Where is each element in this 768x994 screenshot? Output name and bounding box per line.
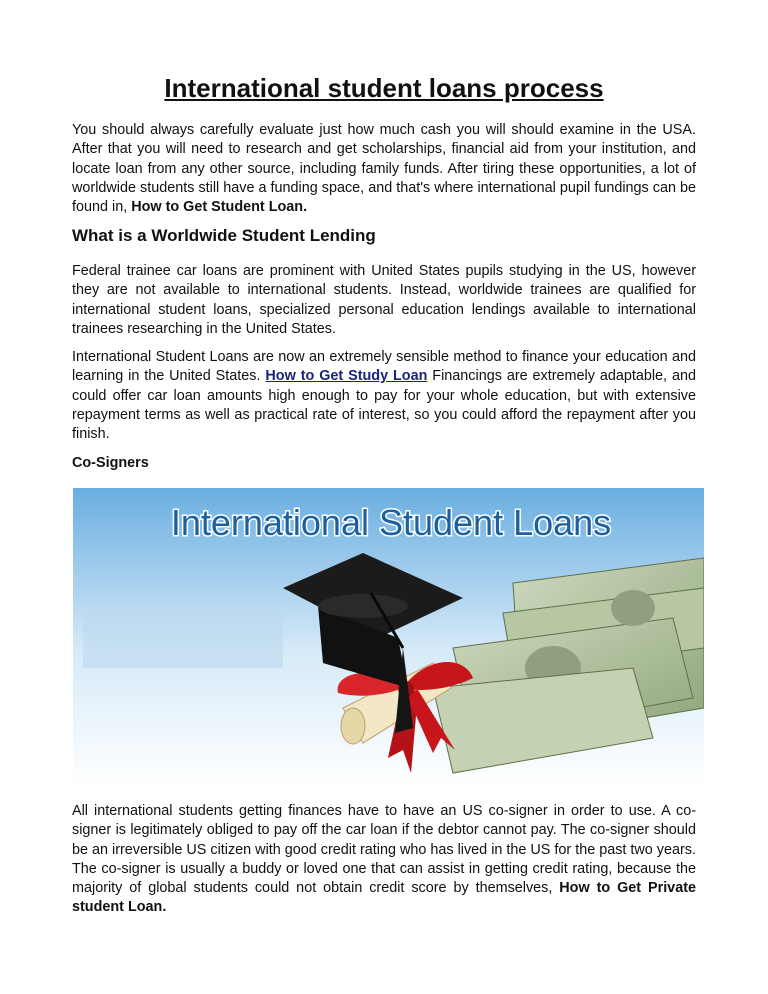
intro-bold-tail: How to Get Student Loan. — [131, 199, 308, 216]
loans-banner-image — [73, 488, 704, 785]
banner-title-text: International Student Loans — [170, 502, 612, 543]
lending-paragraph-2-after: Financings are extremely adaptable, and could offer car loan amounts high enough to pay for your whole education, but with extensive repayment terms as well as practical rate of interest, so you could afford the repayment after you finish. — [72, 368, 696, 443]
section-heading-lending: What is a Worldwide Student Lending — [72, 226, 376, 245]
lending-paragraph-2 — [72, 348, 696, 444]
study-loan-link[interactable]: How to Get Study Loan — [265, 368, 428, 385]
cosigners-text: All international students getting finances have to have an US co-signer in order to use. A co-signer is legitimately obliged to pay off the car loan if the debtor cannot pay. The co-signer should be an irreversible US citizen with good credit rating who has lived in the US for the past two years. The co-signer is usually a buddy or loved one that can assist in getting credit rating, because the majority of global students could not obtain credit score by themselves, — [72, 803, 696, 897]
intro-paragraph — [72, 121, 696, 217]
page-title: International student loans process — [164, 73, 604, 103]
lending-paragraph-1: Federal trainee car loans are prominent with United States pupils studying in the US, however they are not available to international students. Instead, worldwide trainees are qualified for international student loans, specialized personal education lendings available to international trainees researching in the United States. — [72, 263, 696, 337]
lending-paragraph-2-before: International Student Loans are now an extremely sensible method to finance your education and learning in the United States. — [72, 349, 696, 385]
cosigners-bold-tail: How to Get Private student Loan. — [72, 880, 696, 916]
cosigners-paragraph — [72, 802, 696, 918]
section-heading-cosigners: Co-Signers — [72, 455, 149, 471]
intro-text: You should always carefully evaluate just how much cash you will should examine in the USA. After that you will need to research and get scholarships, financial aid from your institution, and locate loan from any other source, including family funds. After tiring these opportunities, a lot of worldwide students still have a funding space, and that's where international pupil fundings can be found in, — [72, 122, 696, 216]
